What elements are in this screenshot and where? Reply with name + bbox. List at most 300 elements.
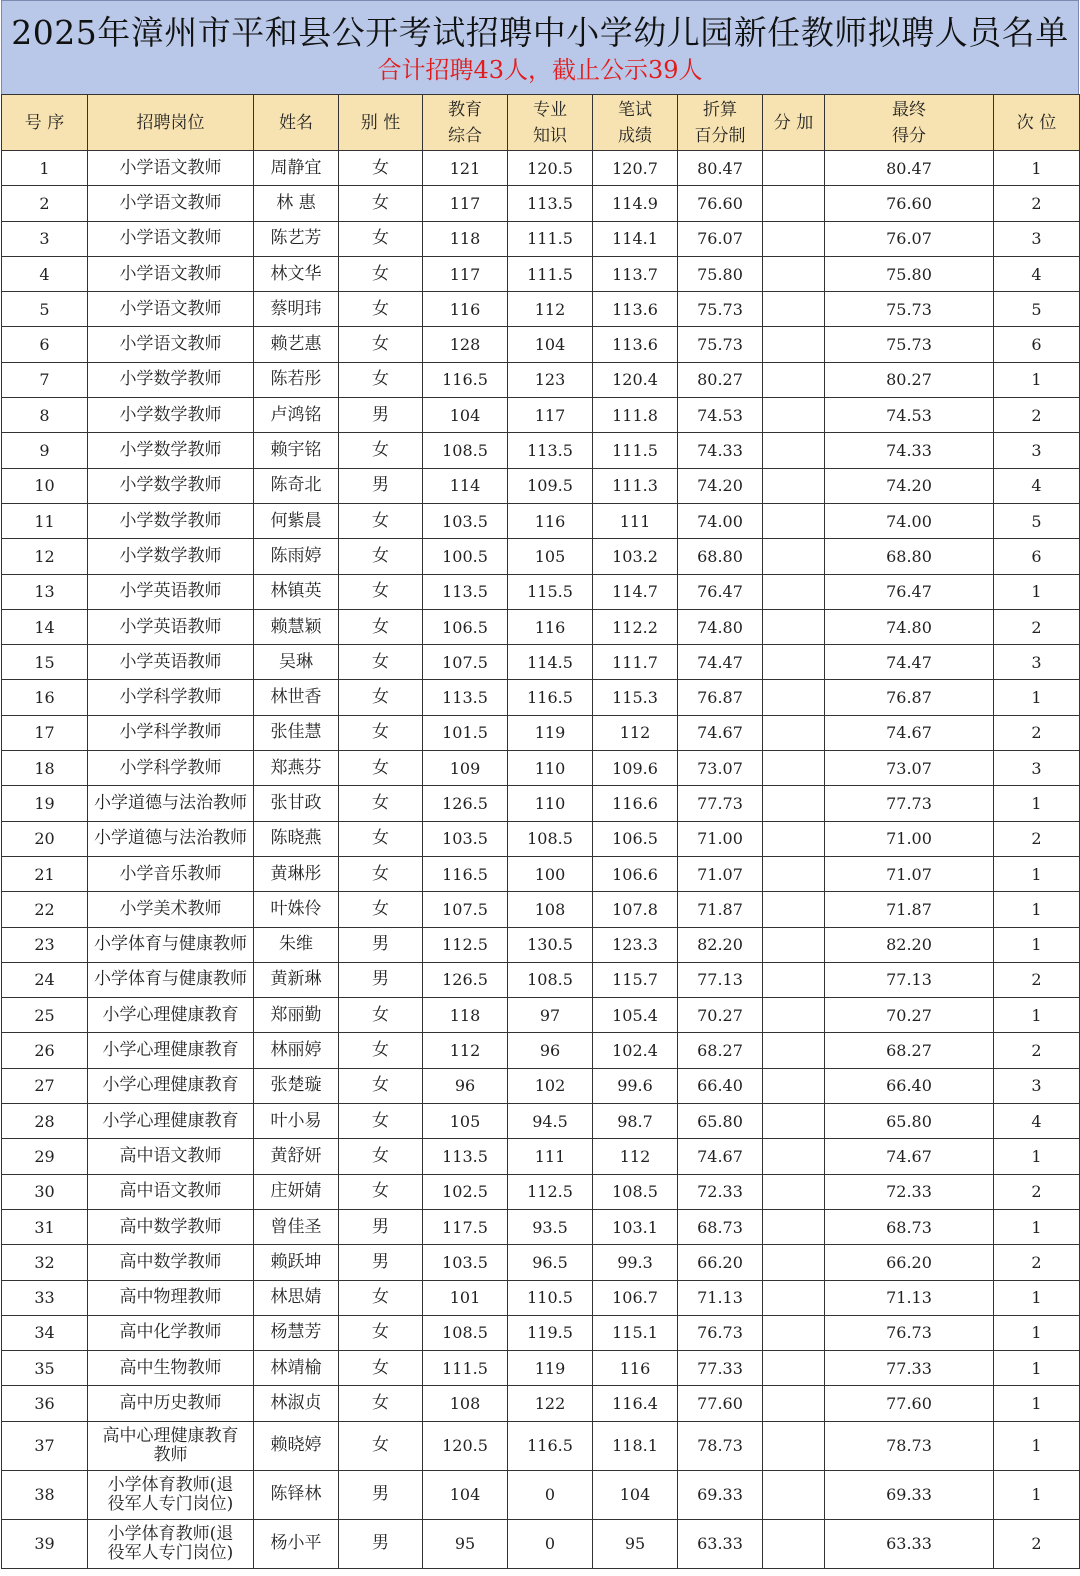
cell-percent: 68.80 bbox=[678, 539, 763, 574]
table-row bbox=[2, 1209, 1080, 1244]
table-row bbox=[2, 715, 1080, 750]
cell-rank: 1 bbox=[994, 1421, 1080, 1470]
cell-major: 0 bbox=[508, 1519, 593, 1568]
cell-seq: 35 bbox=[2, 1351, 88, 1386]
table-row bbox=[2, 1104, 1080, 1139]
cell-final: 68.80 bbox=[825, 539, 994, 574]
cell-name: 叶姝伶 bbox=[254, 892, 339, 927]
cell-final: 80.47 bbox=[825, 151, 994, 186]
table-row bbox=[2, 327, 1080, 362]
cell-gender: 女 bbox=[339, 1174, 423, 1209]
cell-position: 小学道德与法治教师 bbox=[88, 821, 254, 856]
cell-rank: 1 bbox=[994, 1351, 1080, 1386]
cell-seq: 3 bbox=[2, 221, 88, 256]
cell-position: 小学科学教师 bbox=[88, 715, 254, 750]
cell-major: 119 bbox=[508, 715, 593, 750]
cell-percent: 75.73 bbox=[678, 327, 763, 362]
cell-seq: 12 bbox=[2, 539, 88, 574]
table-row bbox=[2, 892, 1080, 927]
table-row bbox=[2, 503, 1080, 538]
cell-position: 高中化学教师 bbox=[88, 1315, 254, 1350]
table-row bbox=[2, 962, 1080, 997]
cell-gender: 女 bbox=[339, 609, 423, 644]
cell-seq: 9 bbox=[2, 433, 88, 468]
table-header-row bbox=[2, 95, 1080, 151]
header-col-rank: 次 位 bbox=[994, 95, 1080, 151]
cell-gender: 女 bbox=[339, 1033, 423, 1068]
cell-written: 114.7 bbox=[593, 574, 678, 609]
cell-bonus bbox=[763, 539, 825, 574]
cell-name: 陈晓燕 bbox=[254, 821, 339, 856]
cell-edu: 113.5 bbox=[423, 574, 508, 609]
table-body bbox=[2, 151, 1080, 1569]
cell-rank: 1 bbox=[994, 1315, 1080, 1350]
cell-edu: 101 bbox=[423, 1280, 508, 1315]
cell-name: 赖艺惠 bbox=[254, 327, 339, 362]
table-row bbox=[2, 1519, 1080, 1568]
page-title: 2025年漳州市平和县公开考试招聘中小学幼儿园新任教师拟聘人员名单 bbox=[11, 13, 1069, 52]
cell-percent: 76.47 bbox=[678, 574, 763, 609]
cell-seq: 28 bbox=[2, 1104, 88, 1139]
cell-position: 小学体育教师(退 役军人专门岗位) bbox=[88, 1519, 254, 1568]
table-row bbox=[2, 1280, 1080, 1315]
cell-name: 周静宜 bbox=[254, 151, 339, 186]
cell-rank: 1 bbox=[994, 574, 1080, 609]
cell-gender: 男 bbox=[339, 398, 423, 433]
cell-percent: 66.20 bbox=[678, 1245, 763, 1280]
cell-edu: 112.5 bbox=[423, 927, 508, 962]
cell-rank: 1 bbox=[994, 786, 1080, 821]
cell-bonus bbox=[763, 151, 825, 186]
cell-edu: 104 bbox=[423, 398, 508, 433]
cell-percent: 71.13 bbox=[678, 1280, 763, 1315]
cell-gender: 女 bbox=[339, 856, 423, 891]
cell-final: 74.20 bbox=[825, 468, 994, 503]
cell-major: 115.5 bbox=[508, 574, 593, 609]
cell-written: 106.7 bbox=[593, 1280, 678, 1315]
cell-final: 77.73 bbox=[825, 786, 994, 821]
cell-final: 76.07 bbox=[825, 221, 994, 256]
cell-rank: 1 bbox=[994, 856, 1080, 891]
cell-final: 71.07 bbox=[825, 856, 994, 891]
cell-gender: 女 bbox=[339, 292, 423, 327]
cell-position: 高中生物教师 bbox=[88, 1351, 254, 1386]
cell-rank: 4 bbox=[994, 468, 1080, 503]
cell-percent: 76.60 bbox=[678, 186, 763, 221]
table-row bbox=[2, 1139, 1080, 1174]
table-row bbox=[2, 186, 1080, 221]
cell-name: 林世香 bbox=[254, 680, 339, 715]
cell-bonus bbox=[763, 927, 825, 962]
cell-name: 吴琳 bbox=[254, 645, 339, 680]
cell-seq: 33 bbox=[2, 1280, 88, 1315]
table-row bbox=[2, 1421, 1080, 1470]
cell-gender: 女 bbox=[339, 1315, 423, 1350]
cell-final: 71.87 bbox=[825, 892, 994, 927]
cell-written: 107.8 bbox=[593, 892, 678, 927]
cell-name: 黄琳彤 bbox=[254, 856, 339, 891]
cell-rank: 1 bbox=[994, 680, 1080, 715]
cell-written: 115.1 bbox=[593, 1315, 678, 1350]
cell-written: 116 bbox=[593, 1351, 678, 1386]
cell-edu: 106.5 bbox=[423, 609, 508, 644]
cell-name: 陈雨婷 bbox=[254, 539, 339, 574]
cell-name: 陈奇北 bbox=[254, 468, 339, 503]
cell-final: 66.40 bbox=[825, 1068, 994, 1103]
cell-rank: 3 bbox=[994, 645, 1080, 680]
cell-edu: 117 bbox=[423, 186, 508, 221]
cell-final: 82.20 bbox=[825, 927, 994, 962]
table-row bbox=[2, 433, 1080, 468]
cell-major: 116 bbox=[508, 609, 593, 644]
cell-name: 蔡明玮 bbox=[254, 292, 339, 327]
cell-gender: 男 bbox=[339, 962, 423, 997]
cell-rank: 1 bbox=[994, 1139, 1080, 1174]
cell-name: 林丽婷 bbox=[254, 1033, 339, 1068]
cell-edu: 117.5 bbox=[423, 1209, 508, 1244]
cell-name: 叶小易 bbox=[254, 1104, 339, 1139]
cell-seq: 31 bbox=[2, 1209, 88, 1244]
cell-major: 116.5 bbox=[508, 1421, 593, 1470]
header-col-name: 姓名 bbox=[254, 95, 339, 151]
cell-final: 68.73 bbox=[825, 1209, 994, 1244]
cell-major: 112.5 bbox=[508, 1174, 593, 1209]
cell-rank: 6 bbox=[994, 539, 1080, 574]
cell-percent: 80.27 bbox=[678, 362, 763, 397]
cell-name: 何紫晨 bbox=[254, 503, 339, 538]
cell-rank: 5 bbox=[994, 292, 1080, 327]
cell-percent: 68.73 bbox=[678, 1209, 763, 1244]
cell-final: 80.27 bbox=[825, 362, 994, 397]
cell-position: 小学语文教师 bbox=[88, 256, 254, 291]
cell-percent: 63.33 bbox=[678, 1519, 763, 1568]
table-row bbox=[2, 1068, 1080, 1103]
cell-position: 小学音乐教师 bbox=[88, 856, 254, 891]
table-row bbox=[2, 1033, 1080, 1068]
table-row bbox=[2, 680, 1080, 715]
cell-major: 109.5 bbox=[508, 468, 593, 503]
cell-written: 118.1 bbox=[593, 1421, 678, 1470]
cell-bonus bbox=[763, 574, 825, 609]
cell-edu: 126.5 bbox=[423, 962, 508, 997]
cell-percent: 65.80 bbox=[678, 1104, 763, 1139]
cell-rank: 6 bbox=[994, 327, 1080, 362]
cell-final: 71.00 bbox=[825, 821, 994, 856]
cell-gender: 男 bbox=[339, 1470, 423, 1519]
cell-position: 小学语文教师 bbox=[88, 327, 254, 362]
cell-seq: 5 bbox=[2, 292, 88, 327]
table-row bbox=[2, 539, 1080, 574]
table-row bbox=[2, 751, 1080, 786]
cell-gender: 女 bbox=[339, 221, 423, 256]
cell-final: 73.07 bbox=[825, 751, 994, 786]
cell-edu: 113.5 bbox=[423, 1139, 508, 1174]
cell-rank: 3 bbox=[994, 1068, 1080, 1103]
cell-gender: 女 bbox=[339, 1386, 423, 1421]
cell-major: 100 bbox=[508, 856, 593, 891]
cell-written: 116.4 bbox=[593, 1386, 678, 1421]
cell-gender: 女 bbox=[339, 256, 423, 291]
cell-major: 97 bbox=[508, 998, 593, 1033]
cell-written: 99.6 bbox=[593, 1068, 678, 1103]
cell-gender: 男 bbox=[339, 1209, 423, 1244]
cell-gender: 女 bbox=[339, 715, 423, 750]
cell-name: 林靖榆 bbox=[254, 1351, 339, 1386]
header-col-bonus: 分 加 bbox=[763, 95, 825, 151]
cell-bonus bbox=[763, 1421, 825, 1470]
cell-percent: 76.07 bbox=[678, 221, 763, 256]
cell-bonus bbox=[763, 433, 825, 468]
cell-position: 小学语文教师 bbox=[88, 221, 254, 256]
cell-gender: 女 bbox=[339, 1139, 423, 1174]
cell-bonus bbox=[763, 1104, 825, 1139]
header-col-written: 笔试 成绩 bbox=[593, 95, 678, 151]
cell-written: 112 bbox=[593, 715, 678, 750]
cell-major: 119.5 bbox=[508, 1315, 593, 1350]
header-col-percent: 折算 百分制 bbox=[678, 95, 763, 151]
cell-percent: 71.07 bbox=[678, 856, 763, 891]
cell-bonus bbox=[763, 327, 825, 362]
cell-gender: 女 bbox=[339, 751, 423, 786]
cell-written: 115.7 bbox=[593, 962, 678, 997]
cell-edu: 108.5 bbox=[423, 1315, 508, 1350]
cell-percent: 74.67 bbox=[678, 1139, 763, 1174]
cell-bonus bbox=[763, 256, 825, 291]
cell-seq: 2 bbox=[2, 186, 88, 221]
cell-rank: 2 bbox=[994, 609, 1080, 644]
cell-edu: 109 bbox=[423, 751, 508, 786]
cell-major: 117 bbox=[508, 398, 593, 433]
cell-bonus bbox=[763, 1386, 825, 1421]
table-row bbox=[2, 468, 1080, 503]
cell-position: 高中数学教师 bbox=[88, 1209, 254, 1244]
cell-percent: 74.80 bbox=[678, 609, 763, 644]
cell-gender: 男 bbox=[339, 927, 423, 962]
cell-edu: 102.5 bbox=[423, 1174, 508, 1209]
cell-final: 74.67 bbox=[825, 715, 994, 750]
cell-final: 77.13 bbox=[825, 962, 994, 997]
cell-position: 小学心理健康教育 bbox=[88, 1068, 254, 1103]
cell-final: 71.13 bbox=[825, 1280, 994, 1315]
cell-edu: 116.5 bbox=[423, 362, 508, 397]
cell-bonus bbox=[763, 1470, 825, 1519]
cell-position: 小学数学教师 bbox=[88, 503, 254, 538]
cell-edu: 118 bbox=[423, 221, 508, 256]
cell-name: 朱维 bbox=[254, 927, 339, 962]
cell-final: 74.47 bbox=[825, 645, 994, 680]
cell-rank: 2 bbox=[994, 1033, 1080, 1068]
cell-seq: 30 bbox=[2, 1174, 88, 1209]
cell-percent: 75.80 bbox=[678, 256, 763, 291]
cell-written: 115.3 bbox=[593, 680, 678, 715]
cell-rank: 4 bbox=[994, 1104, 1080, 1139]
cell-position: 小学英语教师 bbox=[88, 609, 254, 644]
cell-position: 小学体育与健康教师 bbox=[88, 927, 254, 962]
cell-percent: 77.33 bbox=[678, 1351, 763, 1386]
cell-name: 陈若彤 bbox=[254, 362, 339, 397]
cell-bonus bbox=[763, 398, 825, 433]
table-row bbox=[2, 151, 1080, 186]
cell-bonus bbox=[763, 1174, 825, 1209]
cell-major: 113.5 bbox=[508, 186, 593, 221]
cell-percent: 74.20 bbox=[678, 468, 763, 503]
cell-position: 小学道德与法治教师 bbox=[88, 786, 254, 821]
cell-written: 106.5 bbox=[593, 821, 678, 856]
cell-edu: 117 bbox=[423, 256, 508, 291]
cell-seq: 32 bbox=[2, 1245, 88, 1280]
cell-final: 76.73 bbox=[825, 1315, 994, 1350]
cell-seq: 11 bbox=[2, 503, 88, 538]
cell-percent: 72.33 bbox=[678, 1174, 763, 1209]
cell-position: 小学英语教师 bbox=[88, 645, 254, 680]
cell-seq: 13 bbox=[2, 574, 88, 609]
cell-name: 卢鸿铭 bbox=[254, 398, 339, 433]
cell-major: 111 bbox=[508, 1139, 593, 1174]
cell-position: 小学语文教师 bbox=[88, 292, 254, 327]
cell-seq: 6 bbox=[2, 327, 88, 362]
cell-major: 0 bbox=[508, 1470, 593, 1519]
cell-gender: 女 bbox=[339, 574, 423, 609]
cell-name: 郑丽勤 bbox=[254, 998, 339, 1033]
cell-bonus bbox=[763, 503, 825, 538]
cell-name: 杨小平 bbox=[254, 1519, 339, 1568]
cell-position: 小学数学教师 bbox=[88, 398, 254, 433]
cell-edu: 108 bbox=[423, 1386, 508, 1421]
cell-major: 108.5 bbox=[508, 962, 593, 997]
cell-position: 小学美术教师 bbox=[88, 892, 254, 927]
cell-final: 74.67 bbox=[825, 1139, 994, 1174]
cell-rank: 1 bbox=[994, 998, 1080, 1033]
cell-major: 110 bbox=[508, 751, 593, 786]
cell-name: 张甘政 bbox=[254, 786, 339, 821]
cell-position: 高中心理健康教育 教师 bbox=[88, 1421, 254, 1470]
cell-position: 高中数学教师 bbox=[88, 1245, 254, 1280]
cell-name: 张佳慧 bbox=[254, 715, 339, 750]
cell-written: 111.7 bbox=[593, 645, 678, 680]
cell-major: 112 bbox=[508, 292, 593, 327]
cell-rank: 1 bbox=[994, 1386, 1080, 1421]
cell-edu: 114 bbox=[423, 468, 508, 503]
cell-percent: 77.73 bbox=[678, 786, 763, 821]
cell-rank: 1 bbox=[994, 1209, 1080, 1244]
cell-gender: 男 bbox=[339, 1519, 423, 1568]
table-row bbox=[2, 821, 1080, 856]
cell-written: 106.6 bbox=[593, 856, 678, 891]
cell-percent: 76.73 bbox=[678, 1315, 763, 1350]
cell-position: 小学体育教师(退 役军人专门岗位) bbox=[88, 1470, 254, 1519]
cell-gender: 女 bbox=[339, 786, 423, 821]
cell-percent: 74.33 bbox=[678, 433, 763, 468]
cell-bonus bbox=[763, 186, 825, 221]
cell-gender: 女 bbox=[339, 1068, 423, 1103]
cell-bonus bbox=[763, 1139, 825, 1174]
cell-rank: 3 bbox=[994, 221, 1080, 256]
cell-name: 林淑贞 bbox=[254, 1386, 339, 1421]
cell-written: 114.1 bbox=[593, 221, 678, 256]
table-row bbox=[2, 256, 1080, 291]
cell-major: 116 bbox=[508, 503, 593, 538]
table-row bbox=[2, 221, 1080, 256]
cell-written: 104 bbox=[593, 1470, 678, 1519]
cell-position: 小学心理健康教育 bbox=[88, 998, 254, 1033]
header-col-gender: 别 性 bbox=[339, 95, 423, 151]
cell-bonus bbox=[763, 292, 825, 327]
cell-edu: 103.5 bbox=[423, 503, 508, 538]
results-table bbox=[1, 94, 1080, 1569]
cell-position: 小学数学教师 bbox=[88, 362, 254, 397]
cell-position: 小学体育与健康教师 bbox=[88, 962, 254, 997]
cell-name: 黄新琳 bbox=[254, 962, 339, 997]
cell-final: 75.80 bbox=[825, 256, 994, 291]
cell-percent: 74.47 bbox=[678, 645, 763, 680]
cell-percent: 73.07 bbox=[678, 751, 763, 786]
cell-gender: 女 bbox=[339, 186, 423, 221]
cell-final: 76.47 bbox=[825, 574, 994, 609]
cell-bonus bbox=[763, 645, 825, 680]
table-row bbox=[2, 574, 1080, 609]
cell-written: 111.8 bbox=[593, 398, 678, 433]
cell-final: 76.60 bbox=[825, 186, 994, 221]
cell-final: 77.60 bbox=[825, 1386, 994, 1421]
cell-name: 陈艺芳 bbox=[254, 221, 339, 256]
cell-written: 111.5 bbox=[593, 433, 678, 468]
cell-rank: 3 bbox=[994, 751, 1080, 786]
cell-position: 小学心理健康教育 bbox=[88, 1104, 254, 1139]
cell-seq: 15 bbox=[2, 645, 88, 680]
cell-gender: 女 bbox=[339, 892, 423, 927]
cell-major: 113.5 bbox=[508, 433, 593, 468]
cell-position: 小学科学教师 bbox=[88, 751, 254, 786]
cell-rank: 4 bbox=[994, 256, 1080, 291]
cell-written: 113.6 bbox=[593, 292, 678, 327]
cell-edu: 107.5 bbox=[423, 645, 508, 680]
cell-rank: 1 bbox=[994, 362, 1080, 397]
cell-written: 116.6 bbox=[593, 786, 678, 821]
cell-position: 高中语文教师 bbox=[88, 1139, 254, 1174]
cell-final: 69.33 bbox=[825, 1470, 994, 1519]
cell-written: 123.3 bbox=[593, 927, 678, 962]
cell-seq: 22 bbox=[2, 892, 88, 927]
cell-written: 120.7 bbox=[593, 151, 678, 186]
cell-position: 小学语文教师 bbox=[88, 186, 254, 221]
cell-final: 65.80 bbox=[825, 1104, 994, 1139]
cell-major: 104 bbox=[508, 327, 593, 362]
cell-gender: 女 bbox=[339, 1104, 423, 1139]
cell-bonus bbox=[763, 680, 825, 715]
cell-seq: 17 bbox=[2, 715, 88, 750]
cell-written: 113.6 bbox=[593, 327, 678, 362]
cell-final: 76.87 bbox=[825, 680, 994, 715]
cell-written: 111 bbox=[593, 503, 678, 538]
cell-seq: 36 bbox=[2, 1386, 88, 1421]
cell-major: 114.5 bbox=[508, 645, 593, 680]
cell-final: 74.00 bbox=[825, 503, 994, 538]
cell-percent: 78.73 bbox=[678, 1421, 763, 1470]
cell-final: 66.20 bbox=[825, 1245, 994, 1280]
cell-final: 77.33 bbox=[825, 1351, 994, 1386]
cell-final: 72.33 bbox=[825, 1174, 994, 1209]
cell-written: 103.1 bbox=[593, 1209, 678, 1244]
cell-name: 林文华 bbox=[254, 256, 339, 291]
cell-bonus bbox=[763, 1315, 825, 1350]
cell-written: 112 bbox=[593, 1139, 678, 1174]
table-row bbox=[2, 362, 1080, 397]
cell-edu: 103.5 bbox=[423, 821, 508, 856]
table-row bbox=[2, 856, 1080, 891]
cell-seq: 8 bbox=[2, 398, 88, 433]
cell-bonus bbox=[763, 751, 825, 786]
cell-gender: 女 bbox=[339, 362, 423, 397]
